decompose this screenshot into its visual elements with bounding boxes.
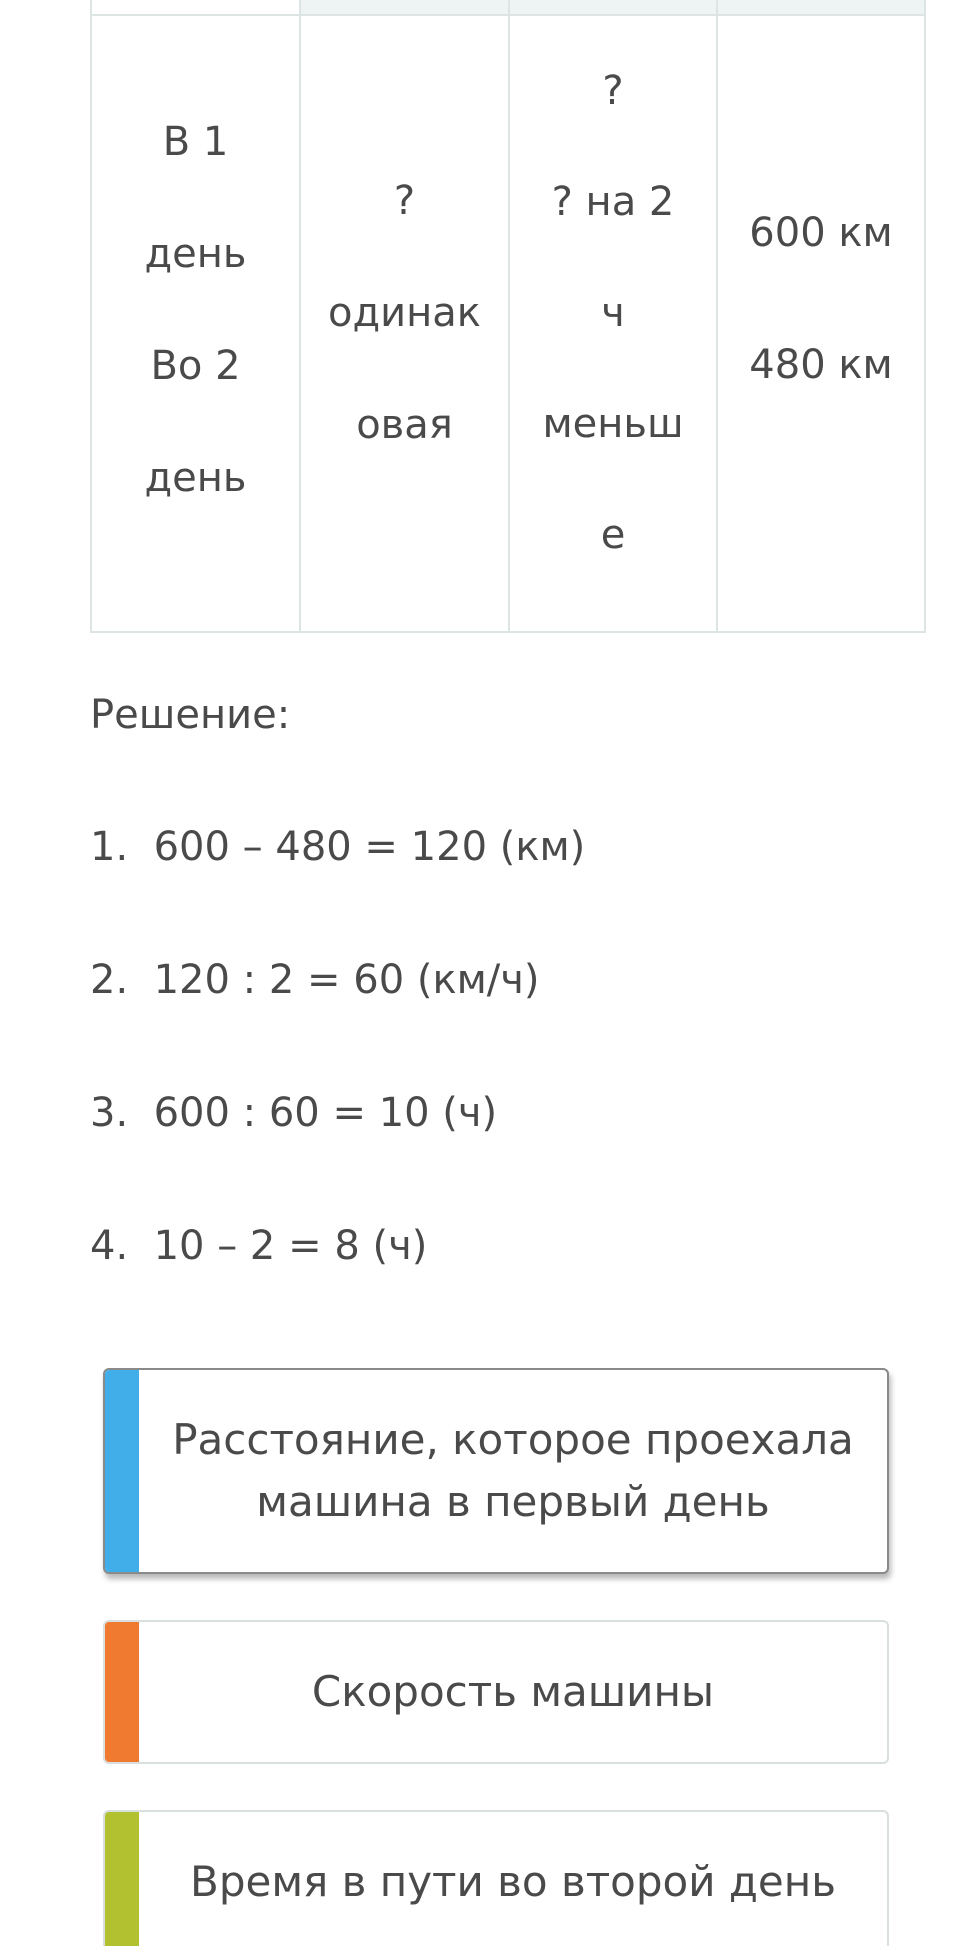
solution-title: Решение: bbox=[90, 692, 291, 738]
color-stripe bbox=[105, 1812, 139, 1946]
answer-card-distance[interactable] bbox=[103, 1368, 889, 1574]
answer-card-time[interactable] bbox=[103, 1810, 889, 1946]
day-label: Во 2 bbox=[150, 343, 241, 389]
color-stripe bbox=[105, 1370, 139, 1572]
distance-label: 480 км bbox=[749, 341, 893, 388]
time-label: ? bbox=[602, 68, 624, 114]
day-label: день bbox=[144, 455, 247, 501]
speed-label: одинак bbox=[328, 290, 481, 336]
speed-label: ? bbox=[393, 178, 416, 224]
distance-cell bbox=[717, 15, 925, 632]
solution-step: 3. 600 : 60 = 10 (ч) bbox=[90, 1090, 498, 1136]
time-label: ? на 2 bbox=[551, 179, 675, 225]
speed-cell bbox=[300, 15, 509, 632]
time-cell bbox=[509, 15, 717, 632]
data-table bbox=[90, 0, 926, 633]
day-label: день bbox=[144, 231, 247, 277]
time-label: меньш bbox=[542, 401, 684, 447]
table-header-cell bbox=[717, 0, 925, 15]
solution-step: 4. 10 – 2 = 8 (ч) bbox=[90, 1223, 428, 1269]
solution-step: 2. 120 : 2 = 60 (км/ч) bbox=[90, 957, 540, 1003]
day-cell bbox=[91, 15, 300, 632]
answer-label: Скорость машины bbox=[311, 1667, 715, 1716]
time-label: ч bbox=[601, 290, 625, 336]
speed-label: овая bbox=[356, 402, 453, 448]
table-header-cell bbox=[300, 0, 509, 15]
answer-card-speed[interactable] bbox=[103, 1620, 889, 1764]
color-stripe bbox=[105, 1622, 139, 1762]
solution-step: 1. 600 – 480 = 120 (км) bbox=[90, 824, 586, 870]
answer-label: Расстояние, которое проехала машина в первый день bbox=[172, 1415, 854, 1526]
time-label: е bbox=[600, 512, 626, 558]
table-row bbox=[91, 15, 925, 632]
table-header-row bbox=[91, 0, 925, 15]
distance-label: 600 км bbox=[749, 209, 893, 256]
answer-label: Время в пути во второй день bbox=[190, 1857, 836, 1906]
table-header-cell bbox=[91, 0, 300, 15]
day-label: В 1 bbox=[162, 119, 229, 165]
table-header-cell bbox=[509, 0, 717, 15]
